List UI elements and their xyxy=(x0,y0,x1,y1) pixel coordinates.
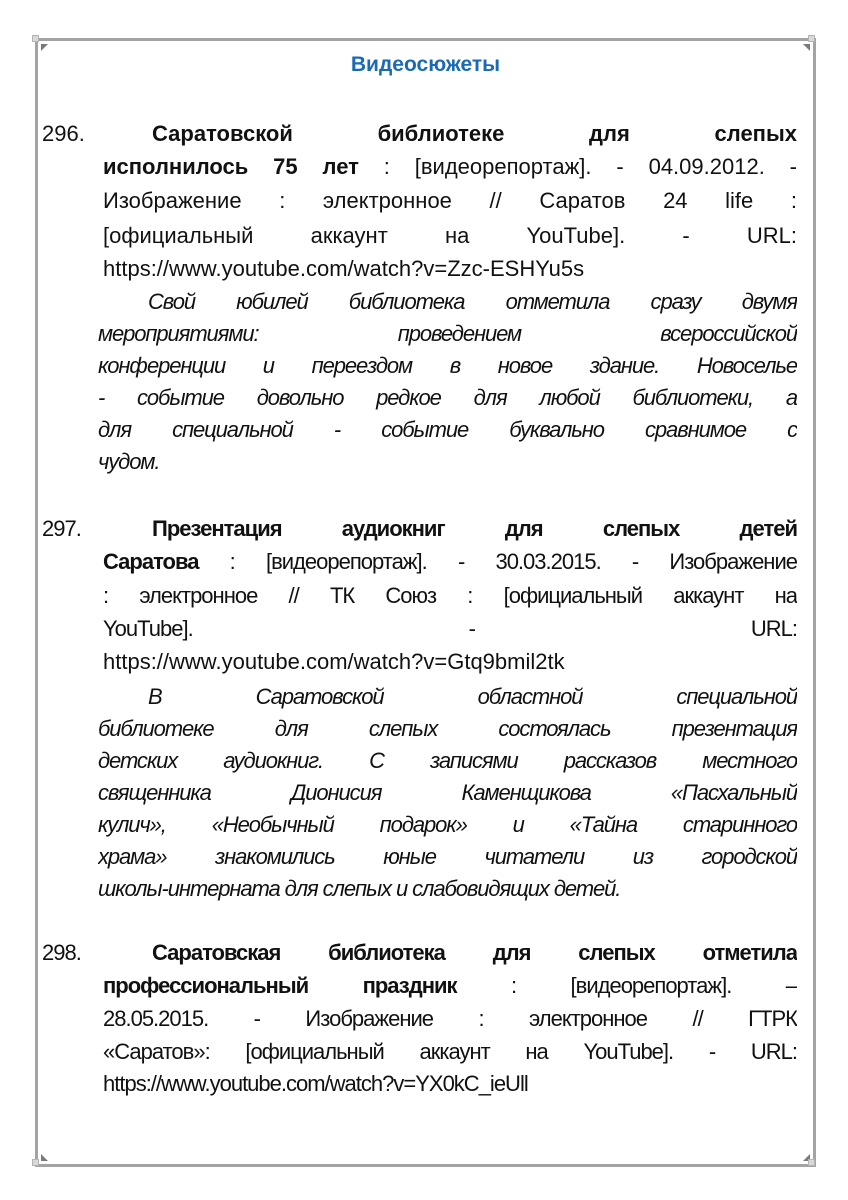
entry-url[interactable] xyxy=(103,646,797,678)
entry-ref-line xyxy=(152,937,797,969)
entry-ref-line xyxy=(103,185,797,217)
entry-ref-line xyxy=(103,970,797,1002)
corner-mark-bottom-left xyxy=(41,1154,48,1161)
entry-ref-line xyxy=(103,151,797,183)
entry-description-line: - событие довольно редкое для любой библиотеки, а xyxy=(98,385,797,410)
entry-ref-line xyxy=(103,1003,797,1035)
entry-description-line: школы-интерната для слепых и слабовидящих детей. xyxy=(98,876,621,901)
entry-ref-text: YouTube]. - URL: xyxy=(103,616,797,641)
entry-description-line: для специальной - событие буквально сравнимое с xyxy=(98,417,797,442)
frame-knob-bottom-left xyxy=(32,1159,39,1166)
entry-title-part: Презентация аудиокниг для слепых детей xyxy=(152,516,797,541)
entry-url-text[interactable]: https://www.youtube.com/watch?v=Gtq9bmil2tk xyxy=(103,649,565,674)
entry-url-text[interactable]: https://www.youtube.com/watch?v=YX0kC_ieUll xyxy=(103,1071,528,1096)
entry-url-text[interactable]: https://www.youtube.com/watch?v=Zzc-ESHYu5s xyxy=(103,256,585,281)
entry-ref-line xyxy=(103,1036,797,1068)
entry-ref-line xyxy=(103,546,797,578)
entry-ref-text: 28.05.2015. - Изображение : электронное // ГТРК xyxy=(103,1006,797,1031)
entry-url[interactable] xyxy=(103,1068,797,1100)
entry-description-line: чудом. xyxy=(98,449,160,474)
entry-number: 298. xyxy=(42,940,81,965)
entry-description-line: кулич», «Необычный подарок» и «Тайна старинного xyxy=(98,812,797,837)
entry-ref-text: Изображение : электронное // Саратов 24 life : xyxy=(103,188,797,213)
entry-title-part: Саратова xyxy=(103,549,199,574)
entry-ref-text: «Саратов»: [официальный аккаунт на YouTube]. - URL: xyxy=(103,1039,797,1064)
entry-title-part: Саратовская библиотека для слепых отметила xyxy=(152,940,797,965)
entry-ref-line xyxy=(152,118,797,150)
entry-ref-text: [официальный аккаунт на YouTube]. - URL: xyxy=(103,223,797,248)
entry-title-part: Саратовской библиотеке для слепых xyxy=(152,121,797,146)
entry-ref-text: : [видеорепортаж]. - 30.03.2015. - Изображение xyxy=(198,549,797,574)
entry-description-line: В Саратовской областной специальной xyxy=(148,684,797,709)
entry-description-line: мероприятиями: проведением всероссийской xyxy=(98,321,797,346)
entry-description-line: священника Дионисия Каменщикова «Пасхальный xyxy=(98,780,797,805)
entry-ref-text: : [видеорепортаж]. – xyxy=(456,973,797,998)
section-title: Видеосюжеты xyxy=(350,53,501,76)
entry-title-part: исполнилось 75 лет xyxy=(103,154,359,179)
entry-ref-line xyxy=(103,580,797,612)
entry-ref-text: : [видеорепортаж]. - 04.09.2012. - xyxy=(358,154,797,179)
entry-number: 296. xyxy=(42,121,85,146)
frame-knob-top-left xyxy=(32,35,39,42)
frame-knob-bottom-right xyxy=(808,1159,815,1166)
entry-description-line: библиотеке для слепых состоялась презентация xyxy=(98,716,797,741)
entry-description-line: храма» знакомились юные читатели из городской xyxy=(98,844,797,869)
corner-mark-top-right xyxy=(803,44,810,51)
entry-description-line: конференции и переездом в новое здание. Новоселье xyxy=(98,353,797,378)
entry-ref-line xyxy=(152,513,797,545)
entry-number: 297. xyxy=(42,516,81,541)
entry-ref-line xyxy=(103,220,797,252)
corner-mark-top-left xyxy=(41,44,48,51)
entry-description-line: Свой юбилей библиотека отметила сразу двумя xyxy=(148,289,797,314)
frame-knob-top-right xyxy=(808,35,815,42)
entry-url[interactable] xyxy=(103,253,797,285)
entry-ref-line xyxy=(103,613,797,645)
entry-ref-text: : электронное // ТК Союз : [официальный аккаунт на xyxy=(103,583,797,608)
entry-title-part: профессиональный праздник xyxy=(103,973,457,998)
entry-description-line: детских аудиокниг. С записями рассказов местного xyxy=(98,748,797,773)
